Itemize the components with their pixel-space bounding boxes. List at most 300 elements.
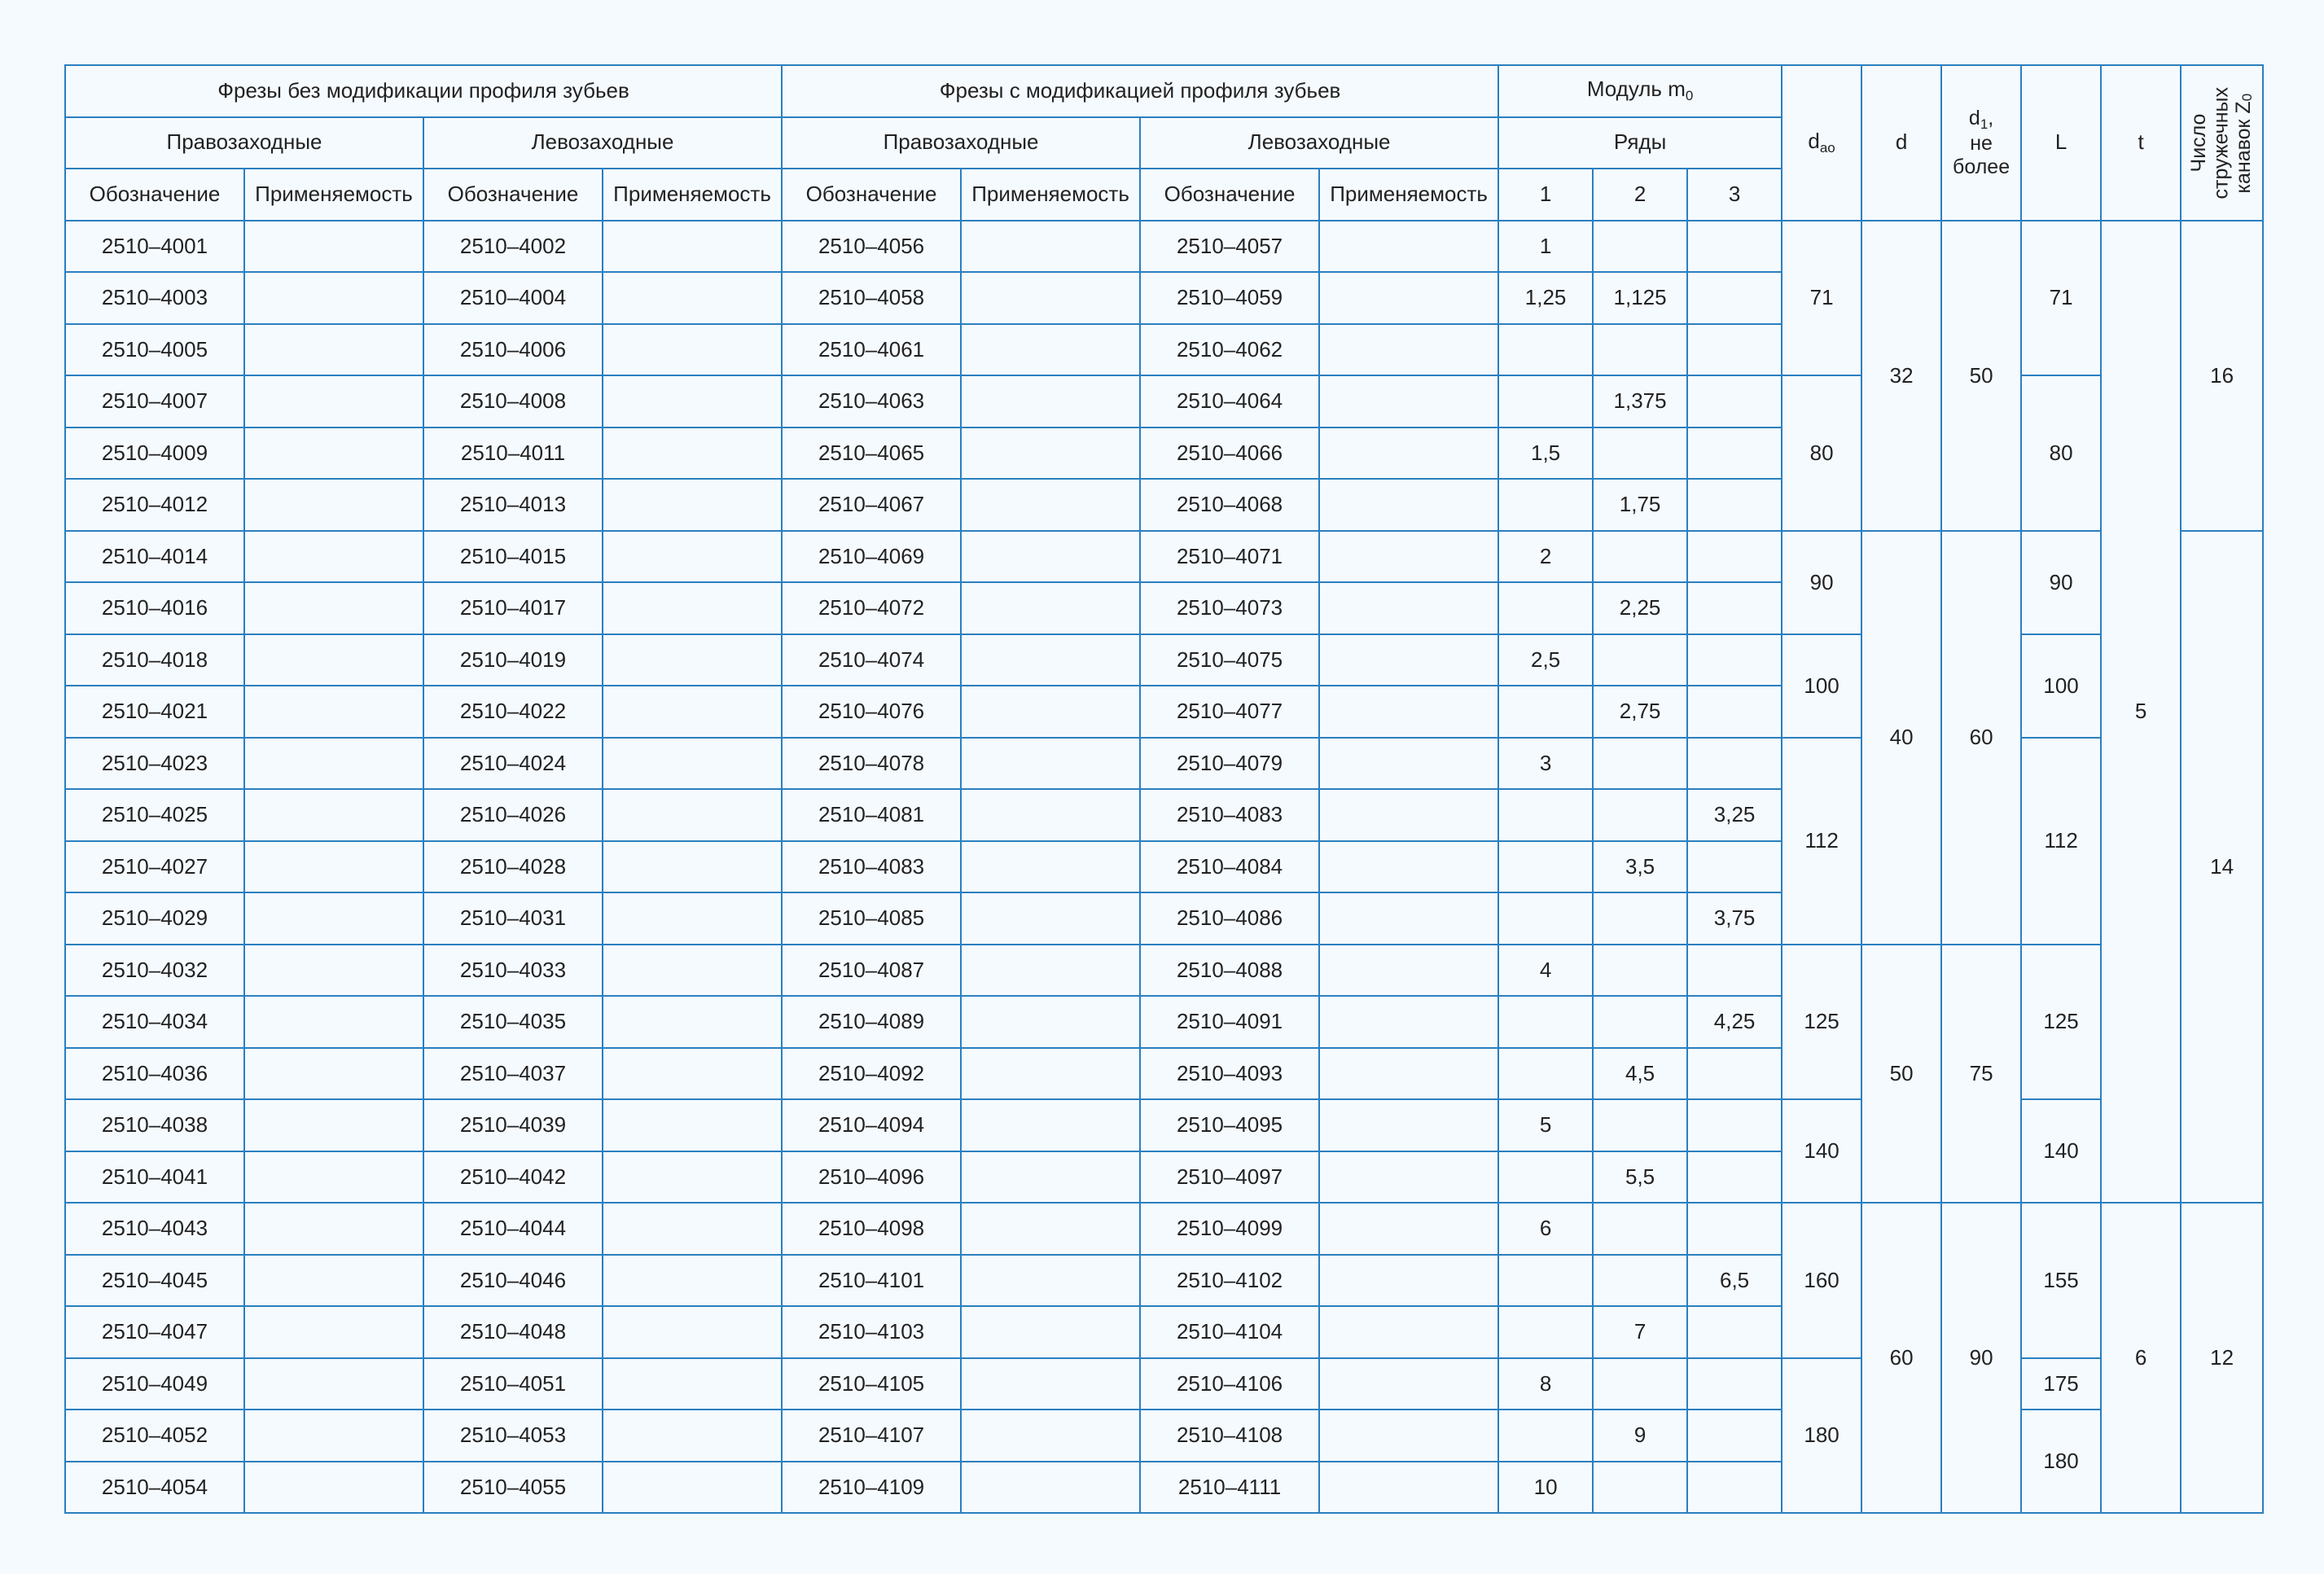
designation-cell: 2510–4107 [782, 1410, 961, 1462]
module-row3-cell: 3,25 [1687, 789, 1782, 841]
module-row1-cell [1498, 686, 1593, 738]
applicability-cell [244, 789, 423, 841]
header-designation: Обозначение [423, 169, 603, 221]
module-row2-cell: 1,75 [1593, 479, 1687, 531]
module-row2-cell [1593, 892, 1687, 945]
L-cell: 100 [2021, 634, 2101, 738]
module-row2-cell: 1,375 [1593, 375, 1687, 427]
header-row-2: 2 [1593, 169, 1687, 221]
module-row2-cell [1593, 531, 1687, 583]
designation-cell: 2510–4015 [423, 531, 603, 583]
hob-cutters-table-wrapper [64, 64, 2264, 1514]
applicability-cell [961, 1358, 1140, 1410]
module-row3-cell [1687, 841, 1782, 893]
header-designation: Обозначение [1140, 169, 1319, 221]
module-row2-cell [1593, 1099, 1687, 1151]
header-d1-label: d [1968, 106, 1980, 129]
designation-cell: 2510–4049 [65, 1358, 244, 1410]
applicability-cell [961, 996, 1140, 1048]
dao-cell: 100 [1782, 634, 1861, 738]
designation-cell: 2510–4012 [65, 479, 244, 531]
applicability-cell [961, 582, 1140, 634]
applicability-cell [603, 582, 782, 634]
applicability-cell [603, 1203, 782, 1255]
applicability-cell [244, 1306, 423, 1358]
designation-cell: 2510–4019 [423, 634, 603, 686]
applicability-cell [1319, 324, 1498, 376]
module-row3-cell [1687, 1462, 1782, 1514]
module-row1-cell [1498, 1151, 1593, 1204]
designation-cell: 2510–4035 [423, 996, 603, 1048]
applicability-cell [244, 1410, 423, 1462]
module-row2-cell: 2,25 [1593, 582, 1687, 634]
applicability-cell [244, 221, 423, 273]
designation-cell: 2510–4063 [782, 375, 961, 427]
designation-cell: 2510–4006 [423, 324, 603, 376]
d1-cell: 50 [1941, 221, 2021, 531]
applicability-cell [603, 789, 782, 841]
designation-cell: 2510–4056 [782, 221, 961, 273]
applicability-cell [961, 686, 1140, 738]
L-cell: 140 [2021, 1099, 2101, 1203]
module-row2-cell [1593, 221, 1687, 273]
designation-cell: 2510–4055 [423, 1462, 603, 1514]
applicability-cell [1319, 1255, 1498, 1307]
t-cell: 6 [2101, 1203, 2181, 1513]
module-row3-cell: 4,25 [1687, 996, 1782, 1048]
designation-cell: 2510–4064 [1140, 375, 1319, 427]
applicability-cell [603, 1306, 782, 1358]
applicability-cell [603, 892, 782, 945]
header-right-hand-1: Правозаходные [65, 117, 423, 169]
module-row2-cell [1593, 1358, 1687, 1410]
L-cell: 125 [2021, 945, 2101, 1100]
designation-cell: 2510–4094 [782, 1099, 961, 1151]
applicability-cell [961, 221, 1140, 273]
designation-cell: 2510–4008 [423, 375, 603, 427]
applicability-cell [244, 945, 423, 997]
applicability-cell [961, 479, 1140, 531]
d-cell: 60 [1861, 1203, 1941, 1513]
header-grooves-text [2188, 87, 2256, 199]
designation-cell: 2510–4037 [423, 1048, 603, 1100]
applicability-cell [603, 634, 782, 686]
designation-cell: 2510–4025 [65, 789, 244, 841]
applicability-cell [1319, 686, 1498, 738]
module-row3-cell: 3,75 [1687, 892, 1782, 945]
applicability-cell [1319, 1151, 1498, 1204]
applicability-cell [1319, 789, 1498, 841]
header-d: d [1861, 65, 1941, 221]
module-row3-cell [1687, 582, 1782, 634]
header-d1 [1941, 65, 2021, 221]
applicability-cell [244, 1048, 423, 1100]
applicability-cell [603, 479, 782, 531]
table-header [65, 65, 2263, 221]
designation-cell: 2510–4048 [423, 1306, 603, 1358]
designation-cell: 2510–4046 [423, 1255, 603, 1307]
applicability-cell [603, 531, 782, 583]
module-row3-cell [1687, 1410, 1782, 1462]
module-row3-cell [1687, 1151, 1782, 1204]
header-dao-subscript: ao [1819, 139, 1835, 156]
module-row1-cell: 2 [1498, 531, 1593, 583]
module-row1-cell [1498, 324, 1593, 376]
applicability-cell [1319, 1099, 1498, 1151]
designation-cell: 2510–4104 [1140, 1306, 1319, 1358]
module-row1-cell [1498, 1410, 1593, 1462]
dao-cell: 112 [1782, 738, 1861, 945]
L-cell: 112 [2021, 738, 2101, 945]
applicability-cell [603, 841, 782, 893]
d1-cell: 75 [1941, 945, 2021, 1204]
L-cell: 80 [2021, 375, 2101, 531]
designation-cell: 2510–4043 [65, 1203, 244, 1255]
header-row-1: 1 [1498, 169, 1593, 221]
designation-cell: 2510–4028 [423, 841, 603, 893]
module-row2-cell [1593, 738, 1687, 790]
header-t: t [2101, 65, 2181, 221]
applicability-cell [1319, 996, 1498, 1048]
applicability-cell [1319, 841, 1498, 893]
designation-cell: 2510–4029 [65, 892, 244, 945]
module-row2-cell [1593, 1203, 1687, 1255]
module-row2-cell: 1,125 [1593, 272, 1687, 324]
header-dao-label: d [1808, 128, 1820, 153]
designation-cell: 2510–4072 [782, 582, 961, 634]
module-row3-cell [1687, 634, 1782, 686]
applicability-cell [1319, 375, 1498, 427]
dao-cell: 125 [1782, 945, 1861, 1100]
d1-cell: 90 [1941, 1203, 2021, 1513]
table-row [65, 1203, 2263, 1255]
designation-cell: 2510–4083 [782, 841, 961, 893]
applicability-cell [244, 1203, 423, 1255]
header-module-label: Модуль m [1586, 77, 1686, 102]
module-row3-cell [1687, 427, 1782, 480]
module-row1-cell: 8 [1498, 1358, 1593, 1410]
designation-cell: 2510–4021 [65, 686, 244, 738]
module-row1-cell: 5 [1498, 1099, 1593, 1151]
designation-cell: 2510–4002 [423, 221, 603, 273]
applicability-cell [1319, 221, 1498, 273]
designation-cell: 2510–4066 [1140, 427, 1319, 480]
designation-cell: 2510–4065 [782, 427, 961, 480]
applicability-cell [961, 324, 1140, 376]
designation-cell: 2510–4022 [423, 686, 603, 738]
module-row1-cell [1498, 789, 1593, 841]
applicability-cell [1319, 738, 1498, 790]
applicability-cell [961, 1306, 1140, 1358]
module-row2-cell [1593, 789, 1687, 841]
applicability-cell [1319, 479, 1498, 531]
module-row3-cell [1687, 945, 1782, 997]
dao-cell: 160 [1782, 1203, 1861, 1358]
d1-cell: 60 [1941, 531, 2021, 945]
module-row3-cell [1687, 531, 1782, 583]
applicability-cell [1319, 582, 1498, 634]
applicability-cell [961, 375, 1140, 427]
designation-cell: 2510–4062 [1140, 324, 1319, 376]
designation-cell: 2510–4024 [423, 738, 603, 790]
designation-cell: 2510–4032 [65, 945, 244, 997]
applicability-cell [603, 1048, 782, 1100]
module-row3-cell [1687, 479, 1782, 531]
applicability-cell [603, 738, 782, 790]
header-grooves [2181, 65, 2263, 221]
header-grooves-subscript: 0 [2239, 92, 2256, 101]
applicability-cell [961, 531, 1140, 583]
designation-cell: 2510–4091 [1140, 996, 1319, 1048]
module-row1-cell [1498, 582, 1593, 634]
header-L: L [2021, 65, 2101, 221]
designation-cell: 2510–4097 [1140, 1151, 1319, 1204]
d-cell: 50 [1861, 945, 1941, 1204]
applicability-cell [961, 841, 1140, 893]
module-row2-cell: 3,5 [1593, 841, 1687, 893]
applicability-cell [1319, 1048, 1498, 1100]
module-row1-cell: 2,5 [1498, 634, 1593, 686]
designation-cell: 2510–4031 [423, 892, 603, 945]
designation-cell: 2510–4092 [782, 1048, 961, 1100]
applicability-cell [244, 634, 423, 686]
designation-cell: 2510–4086 [1140, 892, 1319, 945]
designation-cell: 2510–4039 [423, 1099, 603, 1151]
applicability-cell [603, 221, 782, 273]
designation-cell: 2510–4052 [65, 1410, 244, 1462]
applicability-cell [603, 375, 782, 427]
applicability-cell [961, 1048, 1140, 1100]
L-cell: 180 [2021, 1410, 2101, 1513]
hob-cutters-table [64, 64, 2264, 1514]
designation-cell: 2510–4038 [65, 1099, 244, 1151]
applicability-cell [1319, 1410, 1498, 1462]
designation-cell: 2510–4088 [1140, 945, 1319, 997]
dao-cell: 90 [1782, 531, 1861, 634]
designation-cell: 2510–4077 [1140, 686, 1319, 738]
module-row2-cell: 7 [1593, 1306, 1687, 1358]
applicability-cell [961, 1462, 1140, 1514]
module-row2-cell [1593, 324, 1687, 376]
module-row1-cell [1498, 1255, 1593, 1307]
dao-cell: 180 [1782, 1358, 1861, 1514]
designation-cell: 2510–4108 [1140, 1410, 1319, 1462]
designation-cell: 2510–4095 [1140, 1099, 1319, 1151]
applicability-cell [244, 892, 423, 945]
designation-cell: 2510–4001 [65, 221, 244, 273]
applicability-cell [603, 272, 782, 324]
applicability-cell [244, 582, 423, 634]
module-row2-cell [1593, 634, 1687, 686]
applicability-cell [1319, 634, 1498, 686]
module-row1-cell: 1,25 [1498, 272, 1593, 324]
applicability-cell [1319, 531, 1498, 583]
applicability-cell [961, 945, 1140, 997]
module-row1-cell [1498, 479, 1593, 531]
header-d1-note: , не более [1953, 106, 2010, 179]
applicability-cell [244, 1099, 423, 1151]
module-row1-cell: 10 [1498, 1462, 1593, 1514]
L-cell: 71 [2021, 221, 2101, 376]
designation-cell: 2510–4044 [423, 1203, 603, 1255]
designation-cell: 2510–4105 [782, 1358, 961, 1410]
applicability-cell [244, 324, 423, 376]
designation-cell: 2510–4034 [65, 996, 244, 1048]
module-row3-cell: 6,5 [1687, 1255, 1782, 1307]
designation-cell: 2510–4093 [1140, 1048, 1319, 1100]
designation-cell: 2510–4083 [1140, 789, 1319, 841]
module-row3-cell [1687, 1306, 1782, 1358]
module-row1-cell [1498, 1306, 1593, 1358]
designation-cell: 2510–4023 [65, 738, 244, 790]
module-row1-cell [1498, 892, 1593, 945]
applicability-cell [961, 1151, 1140, 1204]
designation-cell: 2510–4018 [65, 634, 244, 686]
applicability-cell [1319, 272, 1498, 324]
designation-cell: 2510–4045 [65, 1255, 244, 1307]
d-cell: 40 [1861, 531, 1941, 945]
designation-cell: 2510–4051 [423, 1358, 603, 1410]
designation-cell: 2510–4013 [423, 479, 603, 531]
designation-cell: 2510–4102 [1140, 1255, 1319, 1307]
applicability-cell [961, 789, 1140, 841]
designation-cell: 2510–4106 [1140, 1358, 1319, 1410]
designation-cell: 2510–4085 [782, 892, 961, 945]
applicability-cell [961, 1203, 1140, 1255]
designation-cell: 2510–4061 [782, 324, 961, 376]
module-row1-cell: 1 [1498, 221, 1593, 273]
header-row-3: 3 [1687, 169, 1782, 221]
header-grooves-label: Число стружечных канавок Z [2187, 86, 2256, 199]
applicability-cell [961, 634, 1140, 686]
applicability-cell [961, 272, 1140, 324]
table-row [65, 945, 2263, 997]
header-designation: Обозначение [782, 169, 961, 221]
designation-cell: 2510–4067 [782, 479, 961, 531]
applicability-cell [244, 531, 423, 583]
z-cell: 14 [2181, 531, 2263, 1204]
designation-cell: 2510–4033 [423, 945, 603, 997]
applicability-cell [244, 272, 423, 324]
designation-cell: 2510–4003 [65, 272, 244, 324]
applicability-cell [603, 1151, 782, 1204]
designation-cell: 2510–4078 [782, 738, 961, 790]
designation-cell: 2510–4058 [782, 272, 961, 324]
header-right-hand-2: Правозаходные [782, 117, 1140, 169]
module-row2-cell: 4,5 [1593, 1048, 1687, 1100]
applicability-cell [603, 996, 782, 1048]
module-row2-cell [1593, 996, 1687, 1048]
header-group-with-modification: Фрезы с модификацией профиля зубьев [782, 65, 1498, 117]
dao-cell: 71 [1782, 221, 1861, 376]
applicability-cell [244, 1358, 423, 1410]
designation-cell: 2510–4096 [782, 1151, 961, 1204]
designation-cell: 2510–4073 [1140, 582, 1319, 634]
dao-cell: 140 [1782, 1099, 1861, 1203]
z-cell: 16 [2181, 221, 2263, 531]
applicability-cell [961, 1099, 1140, 1151]
header-applicability: Применяемость [1319, 169, 1498, 221]
designation-cell: 2510–4084 [1140, 841, 1319, 893]
designation-cell: 2510–4017 [423, 582, 603, 634]
header-applicability: Применяемость [961, 169, 1140, 221]
table-row [65, 531, 2263, 583]
applicability-cell [244, 427, 423, 480]
designation-cell: 2510–4005 [65, 324, 244, 376]
module-row3-cell [1687, 1203, 1782, 1255]
module-row2-cell [1593, 945, 1687, 997]
designation-cell: 2510–4036 [65, 1048, 244, 1100]
module-row3-cell [1687, 1048, 1782, 1100]
header-designation: Обозначение [65, 169, 244, 221]
applicability-cell [603, 1410, 782, 1462]
header-d1-subscript: 1 [1980, 116, 1989, 132]
table-body [65, 221, 2263, 1514]
designation-cell: 2510–4087 [782, 945, 961, 997]
designation-cell: 2510–4053 [423, 1410, 603, 1462]
designation-cell: 2510–4089 [782, 996, 961, 1048]
applicability-cell [244, 1255, 423, 1307]
applicability-cell [1319, 1306, 1498, 1358]
module-row3-cell [1687, 686, 1782, 738]
designation-cell: 2510–4026 [423, 789, 603, 841]
applicability-cell [244, 479, 423, 531]
header-applicability: Применяемость [244, 169, 423, 221]
L-cell: 175 [2021, 1358, 2101, 1410]
designation-cell: 2510–4079 [1140, 738, 1319, 790]
designation-cell: 2510–4054 [65, 1462, 244, 1514]
applicability-cell [961, 892, 1140, 945]
applicability-cell [603, 1358, 782, 1410]
applicability-cell [1319, 1462, 1498, 1514]
designation-cell: 2510–4042 [423, 1151, 603, 1204]
L-cell: 90 [2021, 531, 2101, 634]
applicability-cell [603, 945, 782, 997]
applicability-cell [961, 1255, 1140, 1307]
designation-cell: 2510–4081 [782, 789, 961, 841]
designation-cell: 2510–4071 [1140, 531, 1319, 583]
module-row1-cell [1498, 841, 1593, 893]
header-left-hand-1: Левозаходные [423, 117, 782, 169]
header-module-subscript: 0 [1685, 88, 1694, 104]
module-row3-cell [1687, 272, 1782, 324]
designation-cell: 2510–4111 [1140, 1462, 1319, 1514]
designation-cell: 2510–4011 [423, 427, 603, 480]
designation-cell: 2510–4014 [65, 531, 244, 583]
module-row3-cell [1687, 221, 1782, 273]
module-row1-cell [1498, 1048, 1593, 1100]
designation-cell: 2510–4016 [65, 582, 244, 634]
t-cell: 5 [2101, 221, 2181, 1204]
designation-cell: 2510–4041 [65, 1151, 244, 1204]
applicability-cell [603, 324, 782, 376]
applicability-cell [244, 996, 423, 1048]
module-row1-cell [1498, 375, 1593, 427]
applicability-cell [603, 427, 782, 480]
designation-cell: 2510–4047 [65, 1306, 244, 1358]
designation-cell: 2510–4109 [782, 1462, 961, 1514]
header-rows: Ряды [1498, 117, 1782, 169]
module-row1-cell: 1,5 [1498, 427, 1593, 480]
applicability-cell [1319, 945, 1498, 997]
applicability-cell [961, 427, 1140, 480]
module-row1-cell: 6 [1498, 1203, 1593, 1255]
applicability-cell [244, 375, 423, 427]
designation-cell: 2510–4068 [1140, 479, 1319, 531]
applicability-cell [603, 686, 782, 738]
header-module [1498, 65, 1782, 117]
module-row2-cell [1593, 1255, 1687, 1307]
